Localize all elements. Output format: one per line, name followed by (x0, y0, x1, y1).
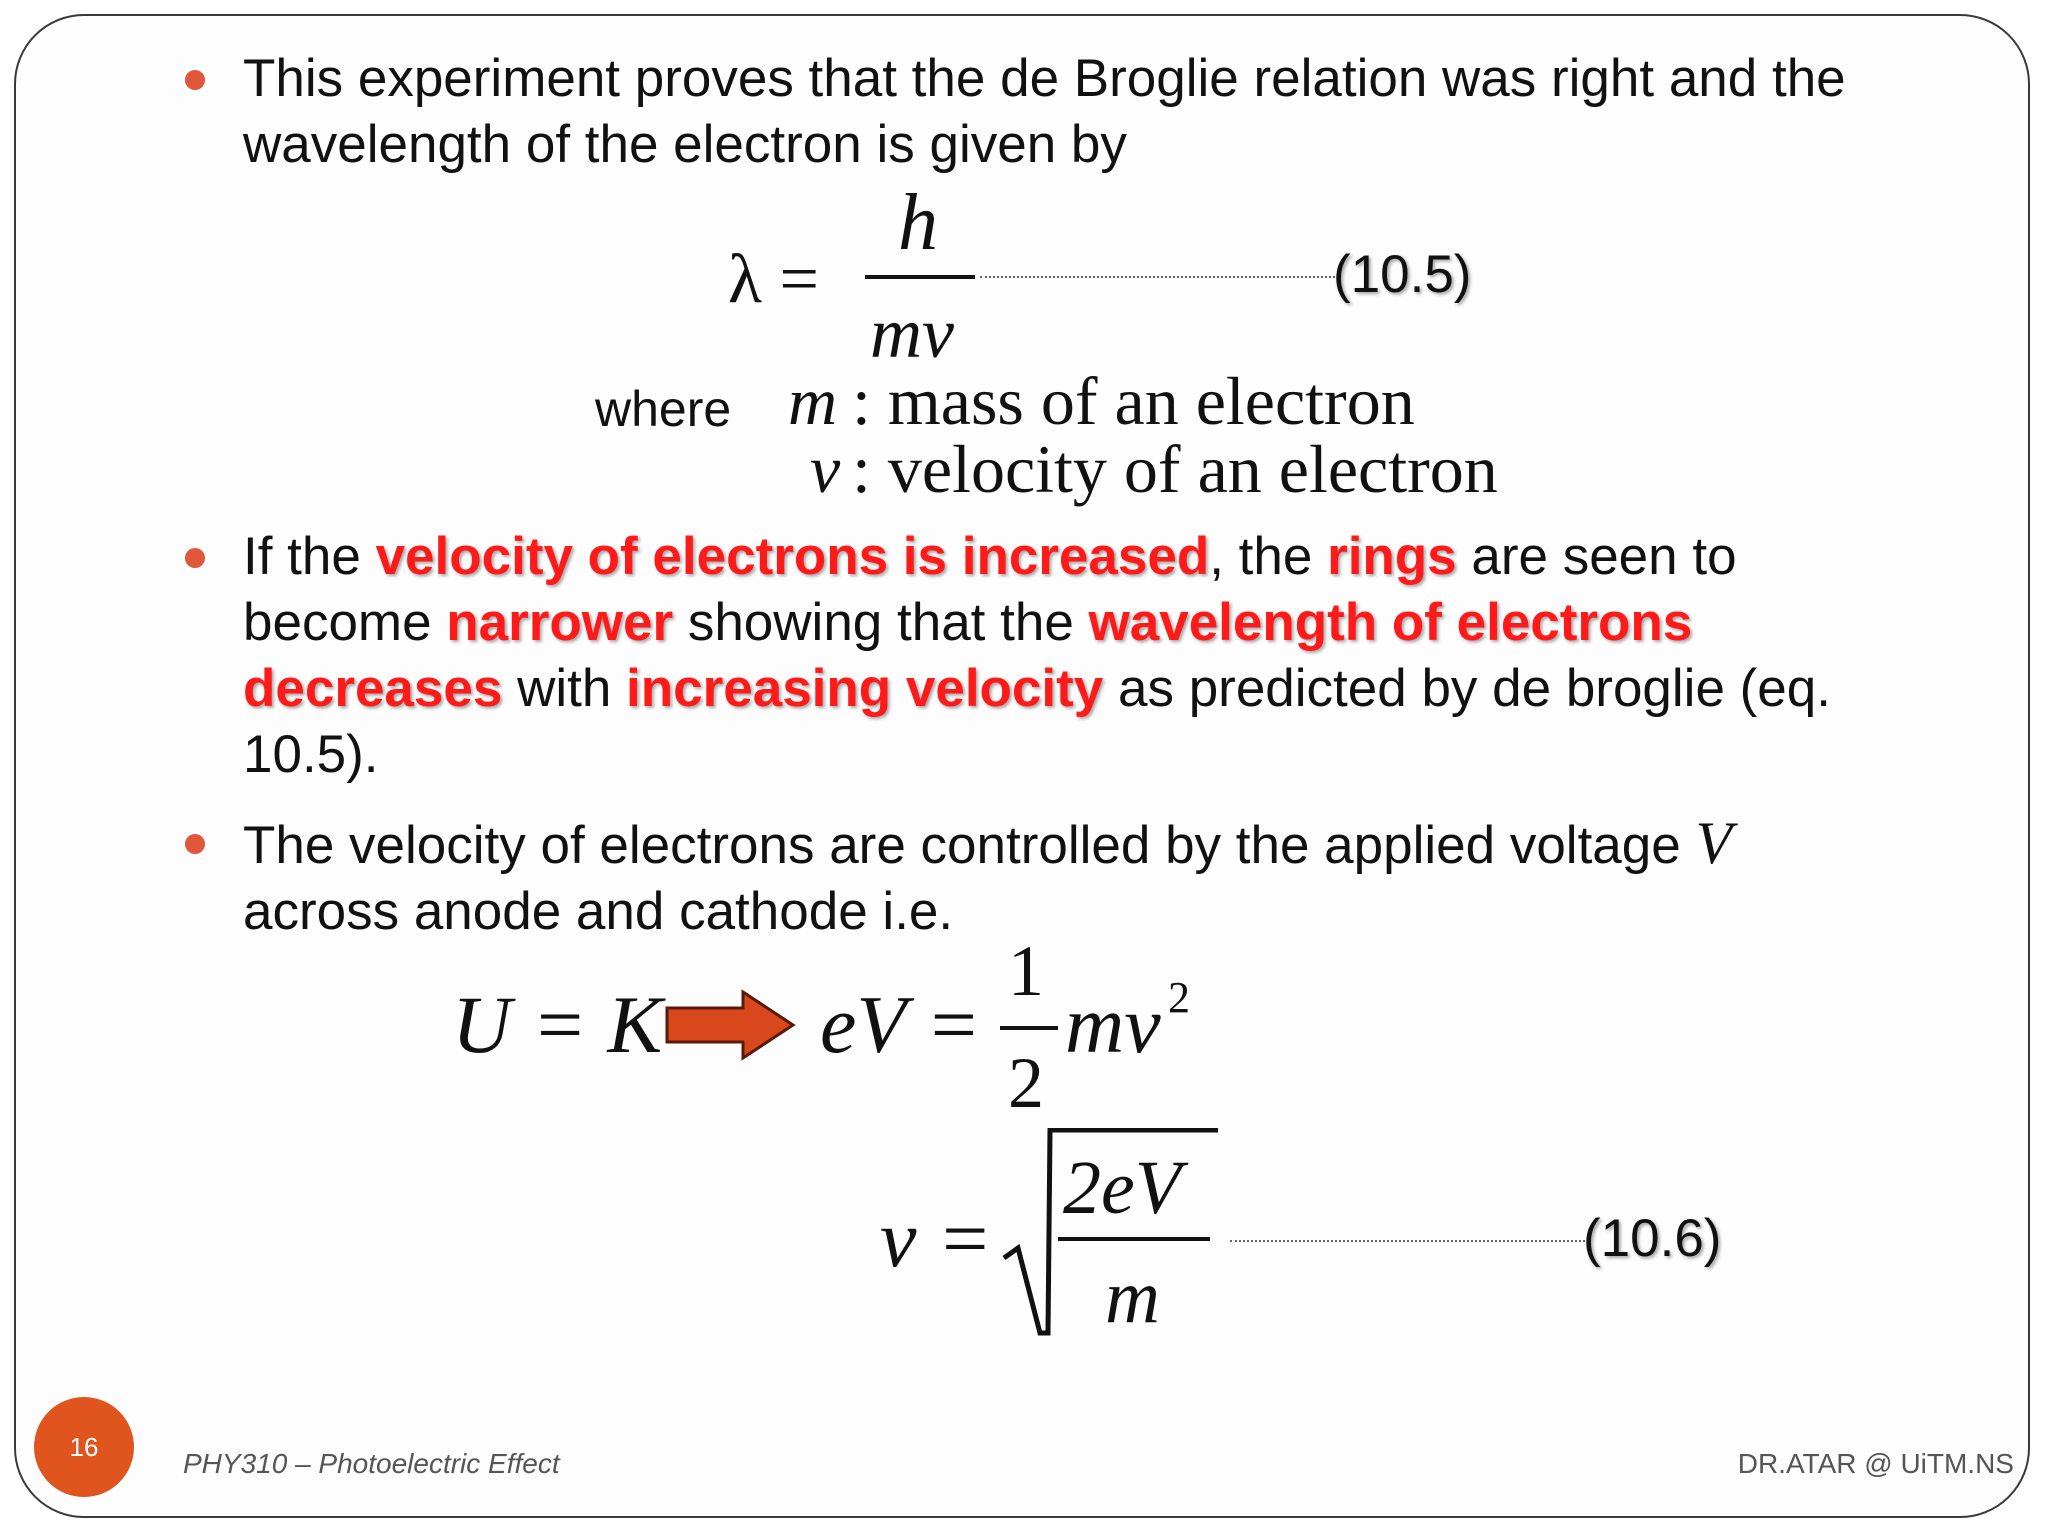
bullet-icon (185, 548, 205, 568)
where-m-definition: : mass of an electron (852, 363, 1415, 439)
page-number: 16 (69, 1431, 99, 1462)
eq3-lhs: v = (880, 1193, 993, 1284)
bullet-2-text: If the velocity of electrons is increased, the rings are seen to become narrower showing that the wavelength of electrons decreases with increasing velocity as predicted by de broglie (eq. 10.5). (243, 527, 1831, 784)
eq1-denominator: mv (870, 293, 954, 373)
eq1-lhs: λ = (728, 241, 819, 318)
eq1-dotted-leader (980, 276, 1335, 278)
page-number-badge (34, 1397, 134, 1497)
eq3-dotted-leader (1230, 1240, 1585, 1242)
eq2-exponent: 2 (1168, 973, 1190, 1022)
where-v-definition: : velocity of an electron (852, 431, 1498, 507)
where-v-symbol: v (810, 431, 841, 507)
where-label: where (595, 381, 732, 437)
bullet-1-text: This experiment proves that the de Broglie relation was right and the wavelength of the electron is given by (243, 49, 1846, 174)
eq3-denominator: m (1105, 1255, 1160, 1339)
eq2-numerator: 1 (1008, 931, 1044, 1011)
bullet-3-text: The velocity of electrons are controlled by the applied voltage V across anode and cathode i.e. (243, 810, 1733, 941)
eq2-lhs: U = K (452, 979, 663, 1070)
eq2-rhs: mv (1065, 979, 1161, 1070)
eq3-numerator: 2eV (1063, 1146, 1182, 1230)
eq1-numerator: h (898, 179, 938, 267)
implies-arrow-icon (665, 988, 797, 1062)
eq2-denominator: 2 (1008, 1043, 1044, 1123)
eq1-number: (10.5) (1333, 245, 1472, 304)
bullet-icon (185, 70, 205, 90)
eq2-middle: eV = (820, 979, 981, 1070)
bullet-icon (185, 834, 205, 854)
where-m-symbol: m (788, 363, 838, 439)
eq1-fraction-bar (865, 275, 975, 279)
course-footer: PHY310 – Photoelectric Effect (183, 1448, 560, 1479)
eq2-fraction-bar (1000, 1026, 1058, 1030)
author-footer: DR.ATAR @ UiTM.NS (1737, 1448, 2014, 1479)
eq3-number: (10.6) (1583, 1209, 1722, 1268)
eq3-fraction-bar (1058, 1237, 1210, 1241)
